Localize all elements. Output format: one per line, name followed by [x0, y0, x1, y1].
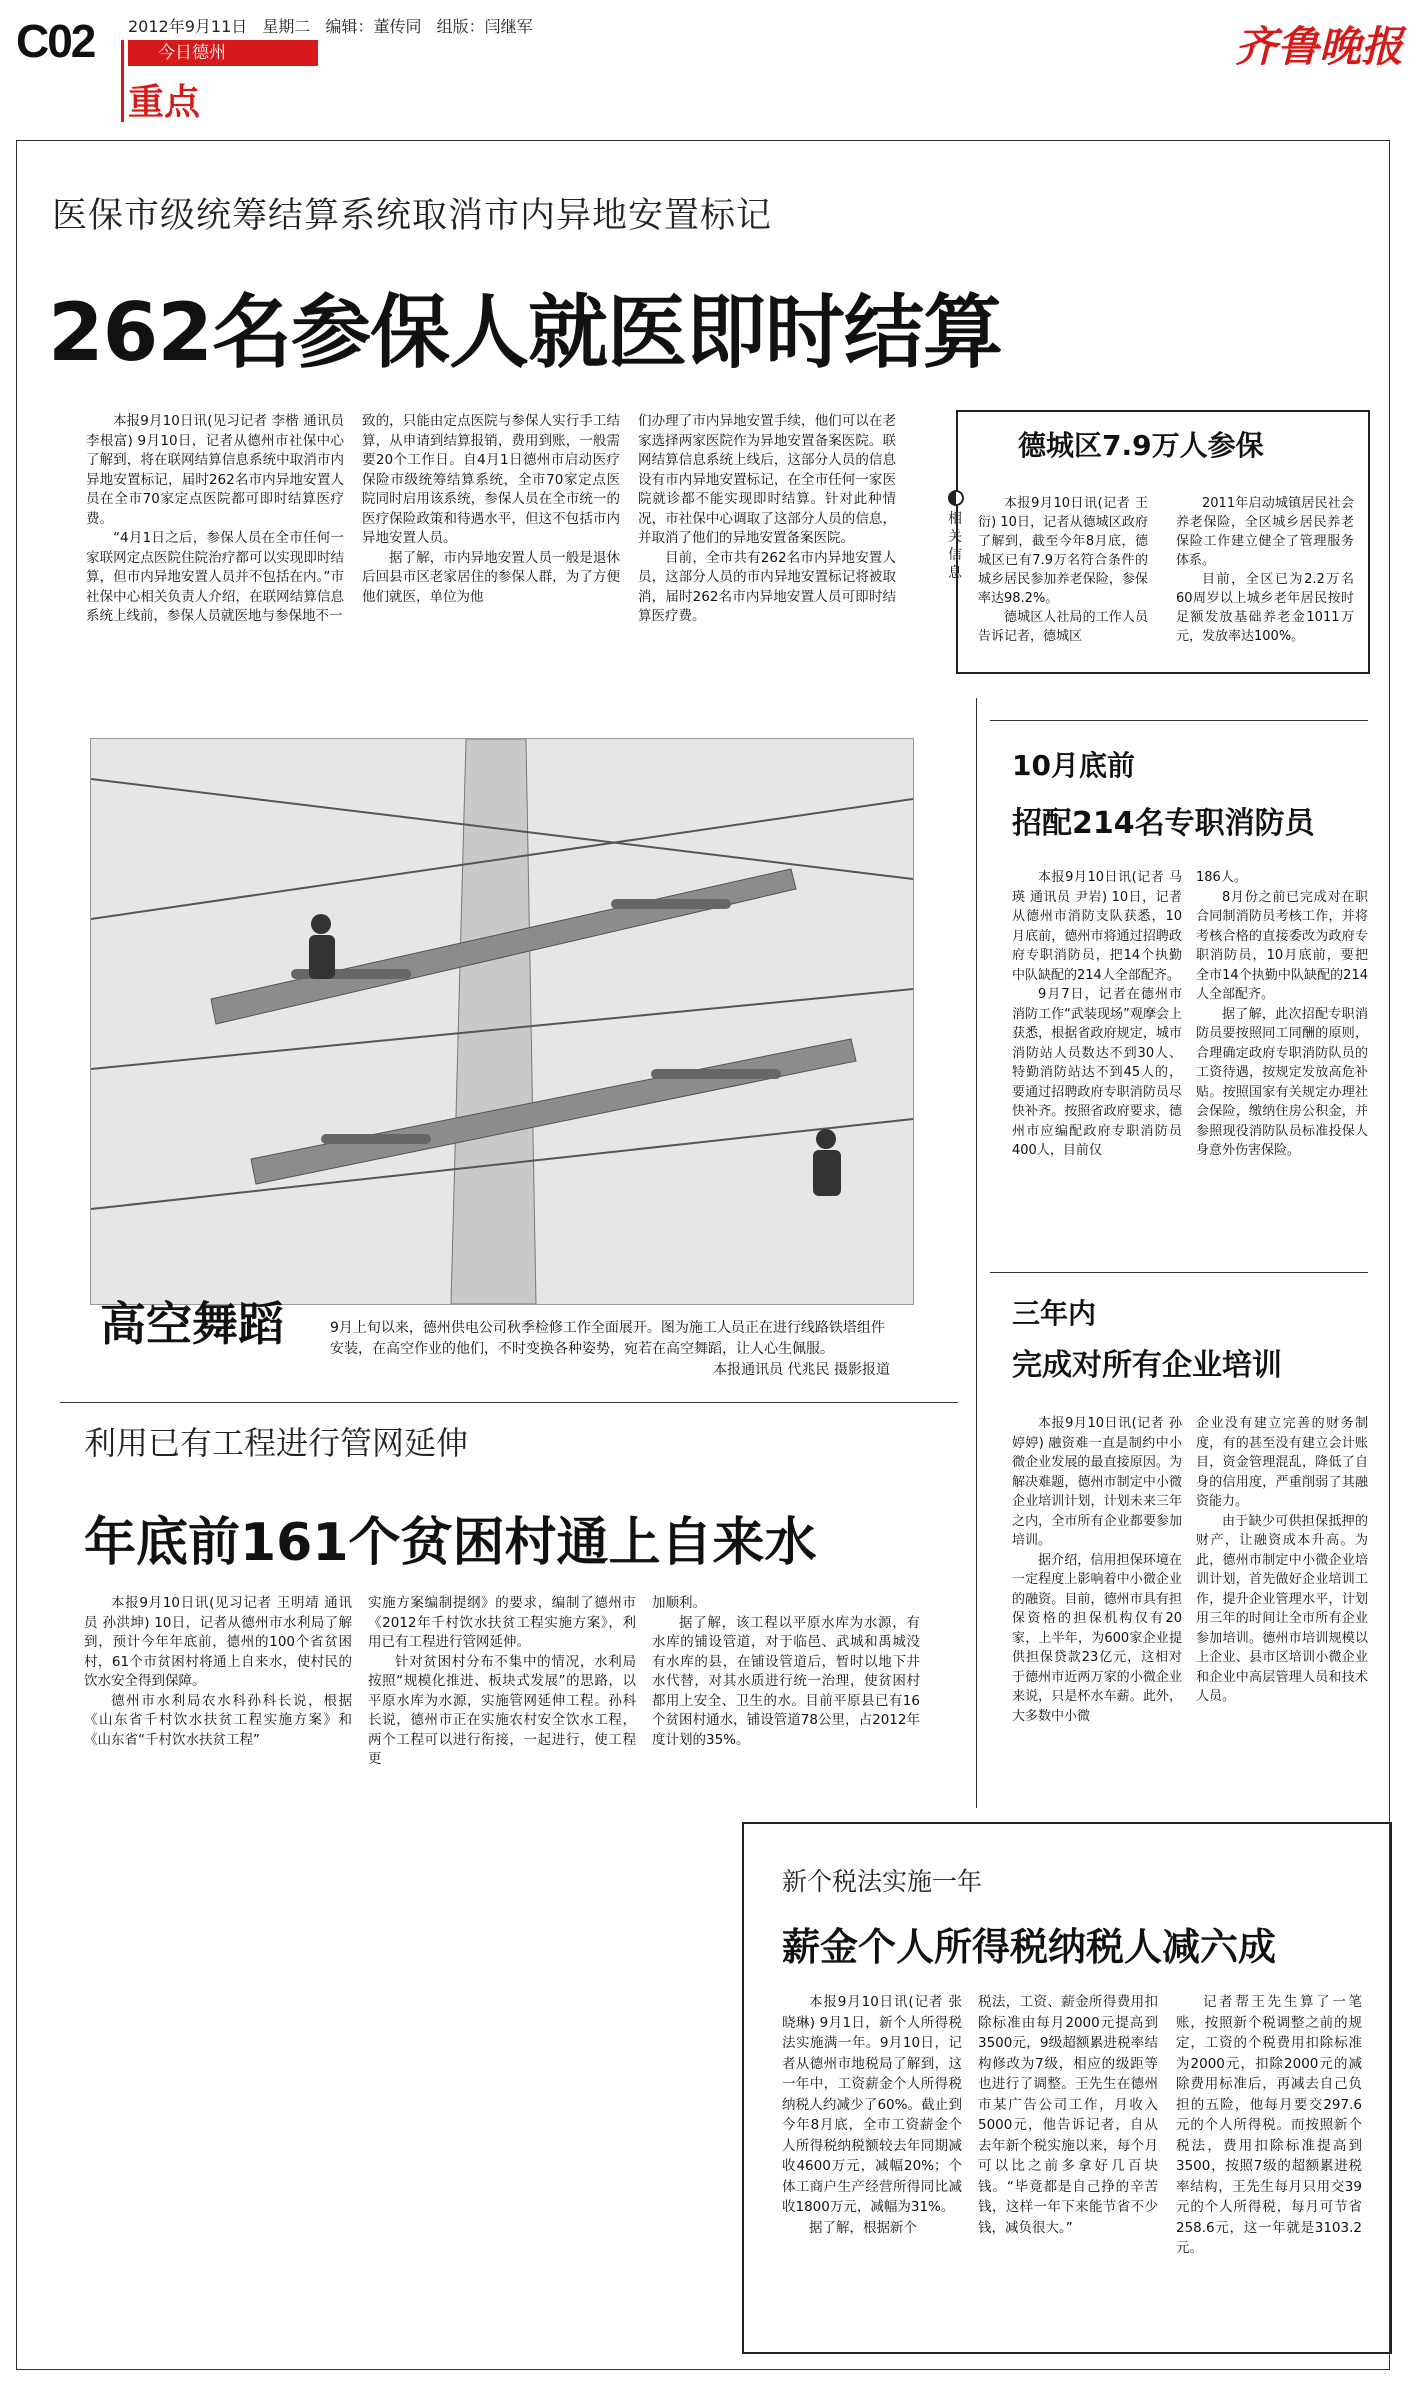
related-info-text: 相关信息: [948, 511, 962, 581]
story2-headline: 招配214名专职消防员: [1012, 806, 1315, 841]
paragraph: 本报9月10日讯(记者 王衍) 10日，记者从德城区政府了解到，截至今年8月底，德城区已有7.9万名符合条件的城乡居民参加养老保险，参保率达98.2%。: [978, 496, 1148, 606]
paragraph: 针对贫困村分布不集中的情况，水利局按照“规模化推进、板块式发展”的思路，以平原水库为水源，实施管网延伸工程。孙科长说，德州市正在实施农村安全饮水工程，两个工程可以进行衔接，一起进行，使工程更: [368, 1653, 636, 1767]
half-circle-icon: [948, 490, 964, 506]
story1-column-2: [362, 412, 620, 607]
paragraph: 2011年启动城镇居民社会养老保险，全区城乡居民养老保险工作建立健全了管理服务体系。: [1176, 496, 1354, 568]
story2-column-1: [1012, 868, 1182, 1161]
story3-kicker: 三年内: [1012, 1297, 1097, 1330]
paragraph: 记者帮王先生算了一笔账，按照新个税调整之前的规定，工资的个税费用扣除标准为2000元，扣除2000元的减除费用标准后，再减去自己负担的五险，他每月要交297.6元的个人所得税。而按照新个税法，费用扣除标准提高到3500，按照7级的超额累进税率结构，王先生每月只用交39元的个人所得税，每月可节省258.6元，这一年就是3103.2元。: [1176, 1994, 1362, 2256]
paragraph: 加顺利。: [652, 1595, 706, 1611]
story2-kicker: 10月底前: [1012, 749, 1135, 782]
related-info-label: [948, 490, 966, 582]
story5-kicker: 新个税法实施一年: [782, 1867, 983, 1896]
paragraph: 实施方案编制提纲》的要求，编制了德州市《2012年千村饮水扶贫工程实施方案》，利用已有工程进行管网延伸。: [368, 1595, 636, 1650]
story2-column-2: [1196, 868, 1368, 1161]
section-tag-label: 今日德州: [158, 43, 226, 63]
paragraph: 据了解，根据新个: [809, 2219, 917, 2236]
divider: [990, 1272, 1368, 1273]
story5-column-1: [782, 1992, 962, 2238]
paragraph: 本报9月10日讯(记者 孙婷婷) 融资难一直是制约中小微企业发展的最直接原因。为解决难题，德州市制定中小微企业培训计划，计划未来三年之内，全市所有企业都要参加培训。: [1012, 1416, 1182, 1548]
story1-column-3: [638, 412, 896, 627]
story4-column-1: [84, 1594, 352, 1750]
paragraph: 目前，全市共有262名市内异地安置人员，这部分人员的市内异地安置标记将被取消，届时262名市内异地安置人员可即时结算医疗费。: [638, 549, 896, 624]
power-tower-illustration: [91, 739, 913, 1304]
story3-column-2: [1196, 1414, 1368, 1707]
photo-credit: 本报通讯员 代兆民 摄影报道: [713, 1362, 890, 1378]
issue-weekday: 星期二: [262, 17, 311, 36]
paragraph: 德州市水利局农水科孙科长说，根据《山东省千村饮水扶贫工程实施方案》和《山东省“千村饮水扶贫工程”: [84, 1692, 352, 1748]
paragraph: 据介绍，信用担保环境在一定程度上影响着中小微企业的融资。目前，德州市具有担保资格的担保机构仅有20家，上半年，为600家企业提供担保贷款23亿元，这相对于德州市近两万家的小微企业来说，只是杯水车薪。此外，大多数中小微: [1012, 1552, 1182, 1724]
story5-column-3: [1176, 1992, 1362, 2259]
paragraph: 据了解，此次招配专职消防员要按照同工同酬的原则，合理确定政府专职消防队员的工资待遇，按规定发放高危补贴。按照国家有关规定办理社会保险，缴纳住房公积金，并参照现役消防队员标准投保人身意外伤害保险。: [1196, 1006, 1368, 1158]
paragraph: 致的，只能由定点医院与参保人实行手工结算，从申请到结算报销，费用到账，一般需要20个工作日。自4月1日德州市启动医疗保险市级统筹结算系统，全市70家定点医院同时启用该系统，参保人员在全市统一的医疗保险政策和待遇水平，但这不包括市内异地安置人员。: [362, 413, 620, 546]
photo-caption: [330, 1318, 890, 1381]
caption-text: 9月上旬以来，德州供电公司秋季检修工作全面展开。图为施工人员正在进行线路铁塔组件安装，在高空作业的他们，不时变换各种姿势，宛若在高空舞蹈，让人心生佩服。: [330, 1320, 885, 1357]
page-number: C02: [16, 15, 95, 67]
paragraph: 本报9月10日讯(见习记者 李楷 通讯员 李根富) 9月10日，记者从德州市社保中心了解到，将在联网结算信息系统中取消市内异地安置标记，届时262名市内异地安置人员在全市70家定点医院都可即时结算医疗费。: [86, 413, 344, 527]
paragraph: 据了解，市内异地安置人员一般是退休后回县市区老家居住的参保人群，为了方便他们就医，单位为他: [362, 549, 620, 605]
paragraph: 由于缺少可供担保抵押的财产，让融资成本升高。为此，德州市制定中小微企业培训计划，首先做好企业培训工作，提升企业管理水平，计划用三年的时间让全市所有企业参加培训。德州市培训规模以上企业、县市区培训小微企业和企业中高层管理人员和技术人员。: [1196, 1513, 1368, 1704]
layout-credit: 组版：闫继军: [436, 17, 533, 36]
paragraph: 们办理了市内异地安置手续，他们可以在老家选择两家医院作为异地安置备案医院。联网结算信息系统上线后，这部分人员的信息设有市内异地安置标记，在全市任何一家医院就诊都不能实现即时结算。针对此种情况，市社保中心调取了这部分人员的信息，并取消了他们的异地安置备案医院。: [638, 413, 896, 546]
paragraph: 目前，全区已为2.2万名60周岁以上城乡老年居民按时足额发放基础养老金1011万元，发放率达100%。: [1176, 572, 1354, 644]
paragraph: 企业没有建立完善的财务制度，有的甚至没有建立会计账目，资金管理混乱，降低了自身的信用度，严重削弱了其融资能力。: [1196, 1416, 1368, 1509]
editor-credit: 编辑：董传同: [325, 17, 422, 36]
story4-column-2: [368, 1594, 636, 1770]
sidebar-column-1: [978, 494, 1148, 646]
divider: [60, 1402, 958, 1403]
news-photo: [90, 738, 914, 1305]
story1-headline: 262名参保人就医即时结算: [48, 286, 1002, 379]
sidebar-headline: 德城区7.9万人参保: [1018, 429, 1264, 462]
section-tag: [128, 40, 318, 66]
newspaper-logo: 齐鲁晚报: [1234, 22, 1403, 71]
story4-kicker: 利用已有工程进行管网延伸: [84, 1424, 469, 1462]
story1-column-1: [86, 412, 344, 627]
column-divider: [976, 698, 977, 1808]
paragraph: 186人。: [1196, 870, 1247, 885]
section-title: 重点: [128, 82, 201, 123]
divider: [990, 720, 1368, 721]
paragraph: “4月1日之后，参保人员在全市任何一家联网定点医院住院治疗都可以实现即时结算，但市内异地安置人员并不包括在内。”市社保中心相关负责人介绍，在联网结算信息系统上线前，参保人员就医地与参保地不一: [86, 530, 344, 624]
story5-column-2: [978, 1992, 1158, 2238]
paragraph: 8月份之前已完成对在职合同制消防员考核工作，并将考核合格的直接委改为政府专职消防员，10月底前，要把全市14个执勤中队缺配的214人全部配齐。: [1196, 889, 1368, 1002]
issue-info: [128, 14, 543, 37]
paragraph: 本报9月10日讯(见习记者 王明靖 通讯员 孙洪坤) 10日，记者从德州市水利局了解到，预计今年年底前，德州的100个省贫困村，61个市贫困村将通上自来水，使村民的饮水安全得到保障。: [84, 1595, 352, 1689]
header-divider: [121, 40, 124, 122]
story4-column-3: [652, 1594, 920, 1750]
paragraph: 据了解，该工程以平原水库为水源，有水库的铺设管道，对于临邑、武城和禹城没有水库的县，在铺设管道后，暂时以地下井水代替，对其水质进行统一治理，使贫困村都用上安全、卫生的水。目前平原县已有16个贫困村通水，铺设管道78公里，占2012年度计划的35%。: [652, 1614, 920, 1748]
paragraph: 9月7日，记者在德州市消防工作“武装现场”观摩会上获悉，根据省政府规定，城市消防站人员数达不到30人、特勤消防站达不到45人的，要通过招聘政府专职消防员尽快补齐。按照省政府要求，德州市应编配政府专职消防员400人，目前仅: [1012, 987, 1182, 1158]
sidebar-column-2: [1176, 494, 1354, 646]
photo-title: 高空舞蹈: [100, 1297, 284, 1351]
paragraph: 税法，工资、薪金所得费用扣除标准由每月2000元提高到3500元，9级超额累进税率结构修改为7级，相应的级距等也进行了调整。王先生在德州市某广告公司工作，月收入5000元，他告诉记者，自从去年新个税实施以来，每个月可以比之前多拿好几百块钱。“毕竟都是自己挣的辛苦钱，这样一年下来能节省不少钱，减负很大。”: [978, 1994, 1158, 2236]
paragraph: 本报9月10日讯(记者 张晓琳) 9月1日，新个人所得税法实施满一年。9月10日，记者从德州市地税局了解到，这一年中，工资薪金个人所得税纳税人约减少了60%。截止到今年8月底，全市工资薪金个人所得税纳税额较去年同期减收4600万元，减幅20%；个体工商户生产经营所得同比减收1800万元，减幅为31%。: [782, 1994, 962, 2215]
story3-headline: 完成对所有企业培训: [1012, 1348, 1282, 1383]
story4-headline: 年底前161个贫困村通上自来水: [84, 1513, 817, 1573]
story5-headline: 薪金个人所得税纳税人减六成: [782, 1925, 1277, 1969]
paragraph: 德城区人社局的工作人员告诉记者，德城区: [978, 610, 1148, 644]
story3-column-1: [1012, 1414, 1182, 1726]
paragraph: 本报9月10日讯(记者 马瑛 通讯员 尹岩) 10日，记者从德州市消防支队获悉，10月底前，德州市将通过招聘政府专职消防员，把14个执勤中队缺配的214人全部配齐。: [1012, 870, 1182, 983]
issue-date: 2012年9月11日: [128, 17, 248, 36]
story1-kicker: 医保市级统筹结算系统取消市内异地安置标记: [52, 196, 773, 236]
